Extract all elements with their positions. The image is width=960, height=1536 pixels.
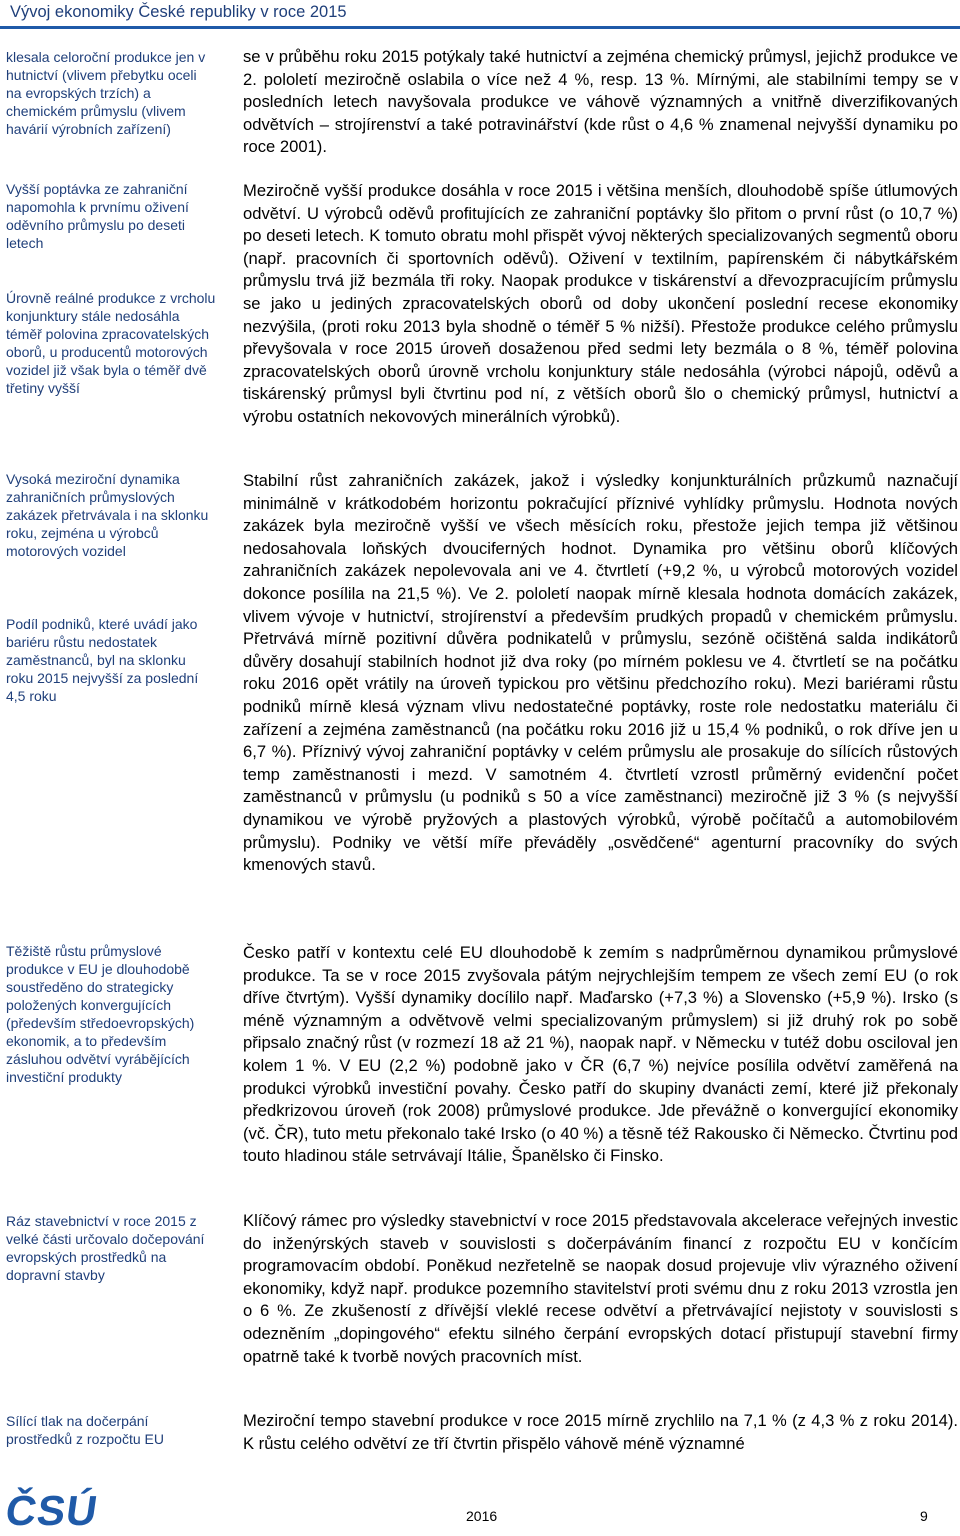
margin-note: Vyšší poptávka ze zahraniční napomohla k prvnímu oživení oděvního průmyslu po deseti letech [6,181,189,251]
margin-note: Vysoká meziroční dynamika zahraničních průmyslových zakázek přetrvávala i na sklonku roku, zejména u výrobců motorových vozidel [6,471,209,559]
margin-note: Sílící tlak na dočerpání prostředků z rozpočtu EU [6,1413,164,1447]
margin-note: klesala celoroční produkce jen v hutnictví (vlivem přebytku oceli na evropských trzích) a chemickém průmyslu (vlivem havárií výrobních zařízení) [6,49,206,137]
csu-logo: ČSÚ [2,1487,102,1534]
margin-note: Úrovně reálné produkce z vrcholu konjunktury stále nedosáhla téměř polovina zpracovatelských oborů, u producentů motorových vozidel již však byla o téměř dvě třetiny vyšší [6,290,216,396]
paragraph: Klíčový rámec pro výsledky stavebnictví v roce 2015 představovala akcelerace veřejných investic do inženýrských staveb v souvislosti s dočerpáváním financí z rozpočtu EU v končícím programovacím období. Poněkud nezřetelně se naopak dosud projevuje vliv výrazného oživení ekonomiky, když např. produkce pozemního stavitelství proti svému dnu z roku 2013 vzrostla jen o 6 %. Ze zkušeností z dřívější vleklé recese odvětví a přetrvávající nejistoty v souvislosti s odezněním „dopingového“ efektu silného čerpání evropských dotací přistupují stavební firmy opatrně také k tvorbě nových pracovních míst. [243,1211,958,1366]
paragraph: Meziročně vyšší produkce dosáhla v roce 2015 i většina menších, dlouhodobě spíše útlumových odvětví. U výrobců oděvů profitujících ze zahraniční poptávky šlo přitom o první růst (o 10,7 %) po deseti letech. K tomuto obratu mohl přispět vývoj některých specializovaných segmentů oboru (např. pracovních či sportovních oděvů). Oživení v textilním, papírenském či nábytkářském průmyslu trvá již bezmála tři roky. Naopak produkce v tiskárenství a dřevozpracujícím průmyslu se jako u jediných zpracovatelských oborů od doby ukončení poslední recese ekonomiky nezvýšila, (proti roku 2013 byla shodně o téměř 5 % nižší). Přestože produkce celého průmyslu převyšovala v roce 2015 úroveň dosaženou před sedmi lety bezmála o 8 %, téměř polovina zpracovatelských oborů úrovně vrcholu konjunktury stále nedosáhla (výrobci nápojů, oděvů a tiskárenský průmysl byli čtvrtinu pod ní, z větších oborů šlo o chemický průmysl, hutnictví a výrobu ostatních nekovových minerálních výrobků). [243,181,958,426]
header-divider [0,26,960,29]
margin-note: Těžiště růstu průmyslové produkce v EU je dlouhodobě soustředěno do strategicky položených konvergujících (především středoevropských) ekonomik, a to především zásluhou odvětví vyrábějících investiční produkty [6,943,195,1085]
paragraph: se v průběhu roku 2015 potýkaly také hutnictví a zejména chemický průmysl, jejichž produkce ve 2. pololetí meziročně oslabila o více než 4 %, resp. 13 %. Mírnými, ale stabilními tempy se v posledních letech navyšovala produkce ve váhově významných a vnitřně diverzifikovaných odvětvích – strojírenství a také potravinářství (kde růst o 4,6 % znamenal nejvyšší dynamiku po roce 2001). [243,47,958,157]
paragraph: Stabilní růst zahraničních zakázek, jakož i výsledky konjunkturálních průzkumů naznačují minimálně v krátkodobém horizontu pokračující příznivé vyhlídky průmyslu. Hodnota nových zakázek byla meziročně vyšší ve všech měsících roku, přestože jejich tempa již většinou nedosahovala loňských dvouciferných hodnot. Dynamika pro většinu oborů klíčových zahraničních zakázek nepolevovala ani ve 4. čtvrtletí (+9,2 %, u výrobců motorových vozidel dokonce posílila na 21,5 %). Ve 2. pololetí naopak mírně klesala hodnota domácích zakázek, vlivem vývoje v hutnictví, strojírenství a především prudkých propadů v chemickém průmyslu. Přetrvává mírně pozitivní důvěra podnikatelů v průmyslu, sezóně očištěná salda indikátorů důvěry dosahují stabilních hodnot již dva roky (po mírném poklesu ve 4. čtvrtletí se na počátku roku 2016 opět vrátily na úroveň typickou pro většinu předchozího roku). Mezi bariérami růstu podniků mírně klesá význam vlivu nedostatečné poptávky, roste role nedostatku materiálu či zařízení a zejména zaměstnanců (na počátku roku 2016 již u 15,4 % podniků, o rok dříve jen u 6,7 %). Příznivý vývoj zahraniční poptávky v celém průmyslu ale prosakuje do sílících růstových temp zaměstnanosti i mezd. V samotném 4. čtvrtletí vzrostl průměrný evidenční počet zaměstnanců v průmyslu (u podniků s 50 a více zaměstnanci) meziročně již 3 % (s nejvyšší dynamikou ve výrobě pryžových a plastových výrobků, výrobě počítačů a automobilovém průmyslu). Podniky ve větší míře převáděly „osvědčené“ agenturní pracovníky do svých kmenových stavů. [243,471,958,875]
margin-note: Podíl podniků, které uvádí jako bariéru růstu nedostatek zaměstnanců, byl na sklonku roku 2015 nejvyšší za poslední 4,5 roku [6,616,199,704]
margin-note: Ráz stavebnictví v roce 2015 z velké části určovalo dočepování evropských prostředků na dopravní stavby [6,1213,205,1283]
paragraph: Meziroční tempo stavební produkce v roce 2015 mírně zrychlilo na 7,1 % (z 4,3 % z roku 2014). K růstu celého odvětví ze tří čtvrtin přispělo váhově méně významné [243,1411,958,1453]
header-title: Vývoj ekonomiky České republiky v roce 2015 [10,3,347,21]
page-header [0,0,960,26]
footer-year: 2016 [466,1508,498,1524]
page-number: 9 [920,1508,928,1524]
paragraph: Česko patří v kontextu celé EU dlouhodobě k zemím s nadprůměrnou dynamikou průmyslové produkce. Ta se v roce 2015 zvyšovala pátým nejrychlejším tempem ze všech zemí EU (o rok dříve čtvrtým). Vyšší dynamiky docílilo např. Maďarsko (+7,3 %) a Slovensko (+5,9 %). Irsko (s méně významným a odvětvově velmi specializovaným průmyslem) si již druhý rok po sobě připsalo značný růst (v rozmezí 18 až 21 %), naopak např. v Německu v tutéž dobu osciloval jen kolem 1 %. V EU (2,2 %) podobně jako v ČR (6,7 %) nejvíce posílila odvětví zaměřená na produkci výrobků investiční povahy. Česko patří do skupiny dvanácti zemí, které již překonaly předkrizovou úroveň (rok 2008) průmyslové produkce. Jde převážně o konvergující ekonomiky (vč. ČR), tuto metu překonalo také Irsko (o 40 %) a těsně též Rakousko či Německo. Čtvrtinu pod touto hladinou stále setrvávají Itálie, Španělsko či Finsko. [243,943,958,1166]
